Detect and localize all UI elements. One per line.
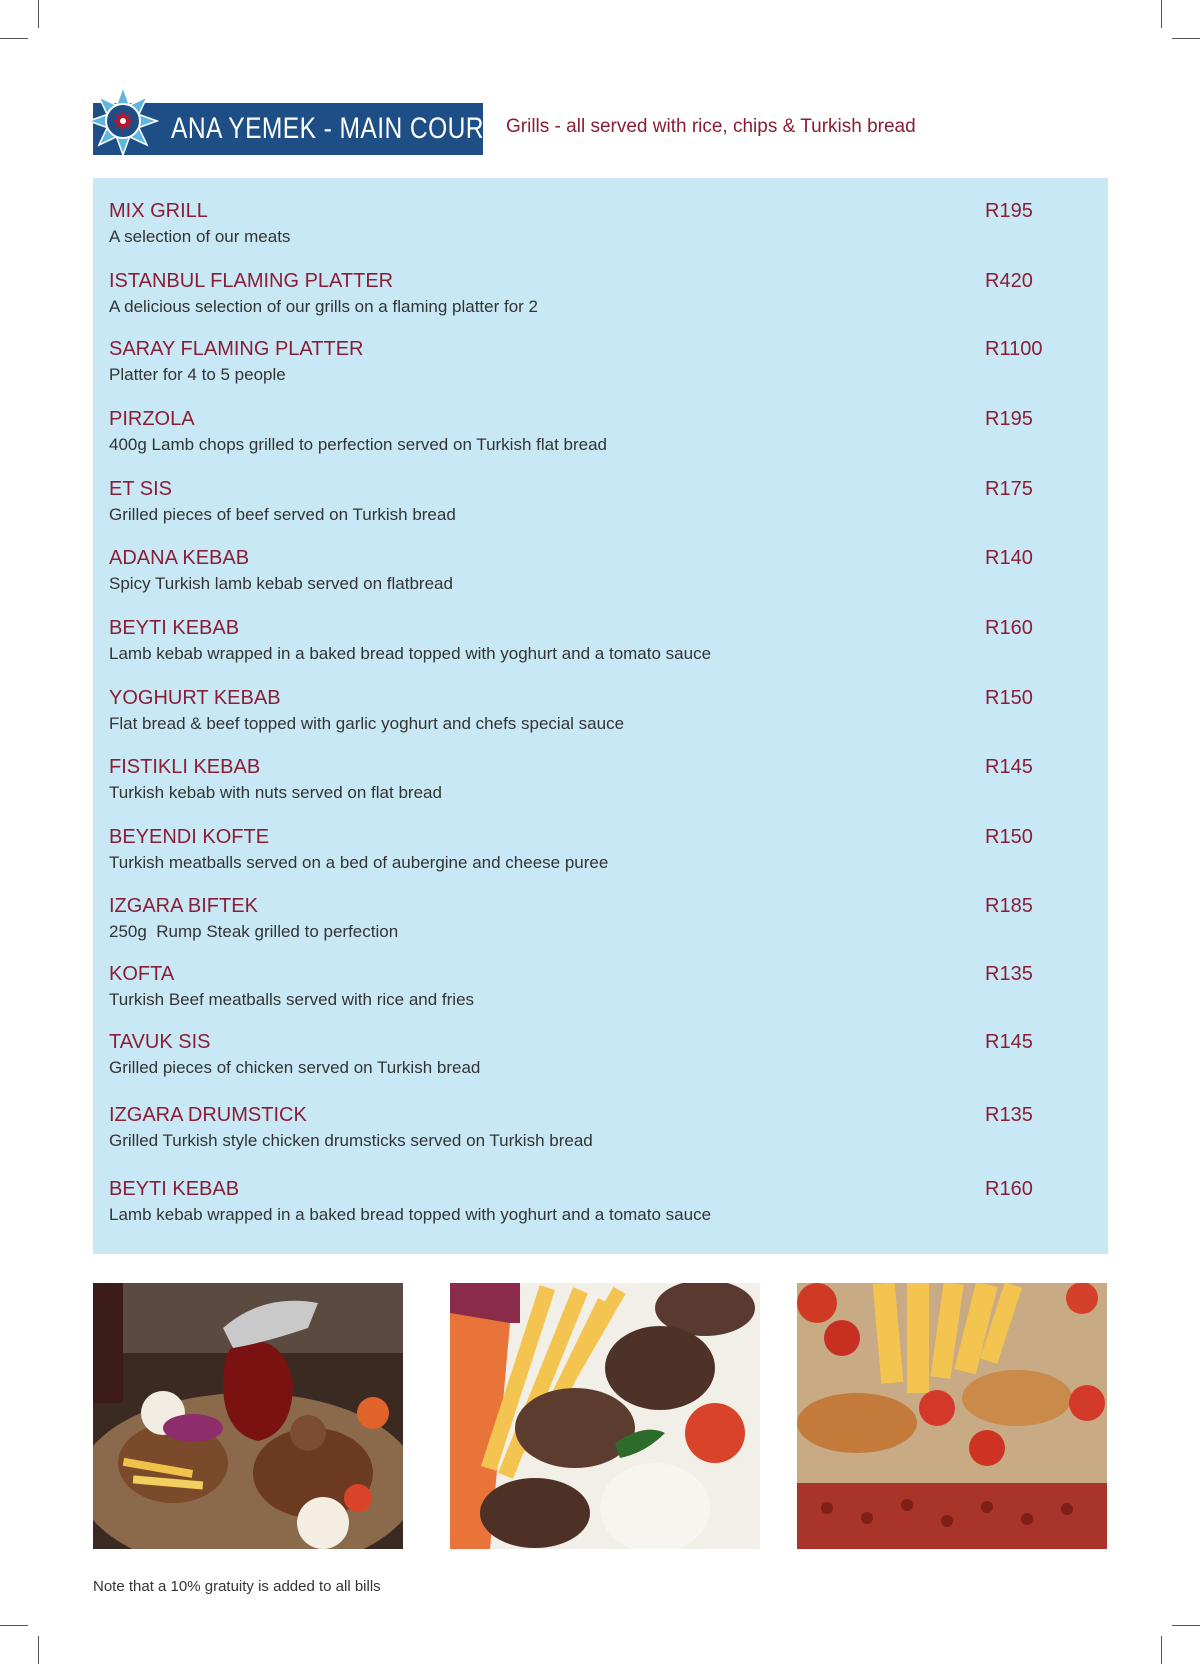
crop-mark [0, 38, 28, 39]
item-name: ET SIS [109, 478, 172, 500]
crop-mark [38, 0, 39, 28]
item-name: ADANA KEBAB [109, 547, 250, 569]
item-description: Lamb kebab wrapped in a baked bread topped with yoghurt and a tomato sauce [109, 1205, 712, 1224]
item-price: R160 [985, 1178, 1033, 1200]
item-price: R145 [985, 756, 1033, 778]
menu-item [109, 826, 1094, 886]
item-description: Grilled pieces of beef served on Turkish bread [109, 505, 456, 524]
menu-item [109, 270, 1094, 330]
item-price: R420 [985, 270, 1033, 292]
menu-panel [93, 178, 1108, 1254]
menu-item [109, 756, 1094, 816]
item-name: MIX GRILL [109, 200, 208, 222]
crop-mark [1161, 1636, 1162, 1664]
item-name: IZGARA BIFTEK [109, 895, 258, 917]
item-price: R150 [985, 687, 1033, 709]
item-price: R195 [985, 200, 1033, 222]
menu-item [109, 617, 1094, 677]
crop-mark [1172, 38, 1200, 39]
item-description: Grilled pieces of chicken served on Turkish bread [109, 1058, 481, 1077]
item-description: Turkish kebab with nuts served on flat bread [109, 783, 442, 802]
item-price: R135 [985, 963, 1033, 985]
item-description: Turkish Beef meatballs served with rice and fries [109, 990, 475, 1009]
item-price: R150 [985, 826, 1033, 848]
item-price: R135 [985, 1104, 1033, 1126]
item-description: Spicy Turkish lamb kebab served on flatbread [109, 574, 453, 593]
menu-item [109, 408, 1094, 468]
item-description: Lamb kebab wrapped in a baked bread topped with yoghurt and a tomato sauce [109, 644, 712, 663]
crop-mark [1172, 1625, 1200, 1626]
item-price: R175 [985, 478, 1033, 500]
item-description: 250g Rump Steak grilled to perfection [109, 922, 399, 941]
item-name: SARAY FLAMING PLATTER [109, 338, 364, 360]
section-subtitle: Grills - all served with rice, chips & Turkish bread [506, 116, 916, 137]
item-name: BEYTI KEBAB [109, 617, 240, 639]
item-name: PIRZOLA [109, 408, 195, 430]
item-description: A delicious selection of our grills on a flaming platter for 2 [109, 297, 539, 316]
item-price: R160 [985, 617, 1033, 639]
item-price: R140 [985, 547, 1033, 569]
crop-mark [1161, 0, 1162, 28]
menu-item [109, 687, 1094, 747]
item-name: IZGARA DRUMSTICK [109, 1104, 307, 1126]
item-price: R1100 [985, 338, 1043, 360]
item-description: Flat bread & beef topped with garlic yoghurt and chefs special sauce [109, 714, 625, 733]
gratuity-note: Note that a 10% gratuity is added to all bills [93, 1578, 381, 1595]
food-photo-chicken-kebab [797, 1283, 1107, 1549]
item-price: R195 [985, 408, 1033, 430]
item-name: YOGHURT KEBAB [109, 687, 281, 709]
crop-mark [38, 1636, 39, 1664]
item-description: Platter for 4 to 5 people [109, 365, 286, 384]
item-name: KOFTA [109, 963, 175, 985]
item-name: ISTANBUL FLAMING PLATTER [109, 270, 394, 292]
item-price: R185 [985, 895, 1033, 917]
turkish-star-ornament-icon [87, 85, 159, 157]
crop-mark [0, 1625, 28, 1626]
food-photo-platter [93, 1283, 403, 1549]
item-name: BEYENDI KOFTE [109, 826, 270, 848]
item-description: A selection of our meats [109, 227, 291, 246]
item-description: Grilled Turkish style chicken drumsticks served on Turkish bread [109, 1131, 593, 1150]
item-description: 400g Lamb chops grilled to perfection served on Turkish flat bread [109, 435, 608, 454]
menu-item [109, 895, 1094, 955]
page-title: ANA YEMEK - MAIN COURSE [171, 112, 518, 145]
item-name: FISTIKLI KEBAB [109, 756, 261, 778]
menu-item [109, 1178, 1094, 1238]
menu-item [109, 338, 1094, 398]
menu-item [109, 200, 1094, 260]
food-photo-kofta [450, 1283, 760, 1549]
menu-item [109, 1031, 1094, 1091]
item-price: R145 [985, 1031, 1033, 1053]
item-name: TAVUK SIS [109, 1031, 211, 1053]
menu-item [109, 478, 1094, 538]
item-name: BEYTI KEBAB [109, 1178, 240, 1200]
menu-item [109, 547, 1094, 607]
menu-item [109, 963, 1094, 1023]
menu-item [109, 1104, 1094, 1164]
item-description: Turkish meatballs served on a bed of aubergine and cheese puree [109, 853, 609, 872]
